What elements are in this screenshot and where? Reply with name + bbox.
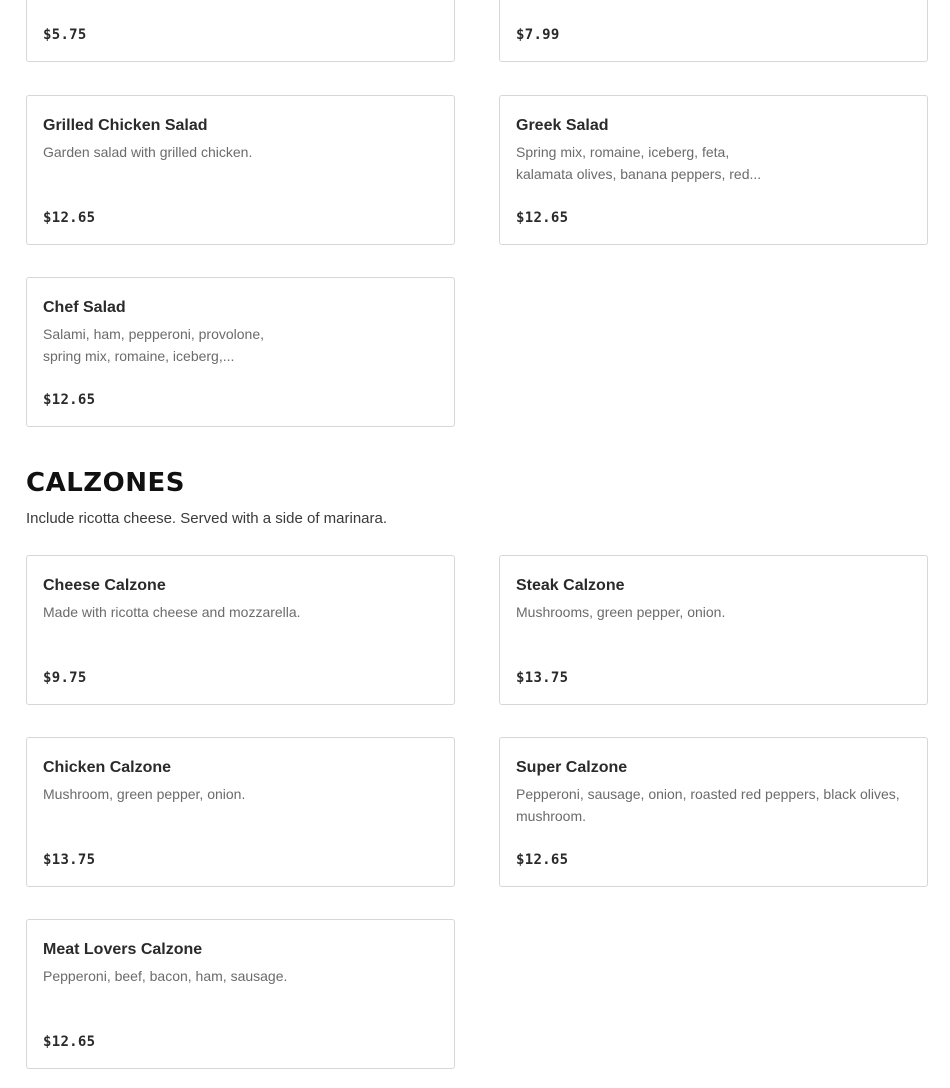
item-description: Spring mix, romaine, iceberg, feta, kalamata olives, banana peppers, red... <box>516 144 762 182</box>
item-name: Cheese Calzone <box>43 577 166 594</box>
item-price: $13.75 <box>516 670 569 686</box>
item-price: $12.65 <box>43 210 96 226</box>
item-name: Steak Calzone <box>516 577 625 594</box>
item-description: Made with ricotta cheese and mozzarella. <box>43 604 301 620</box>
item-price: $12.65 <box>516 210 569 226</box>
item-description: Mushrooms, green pepper, onion. <box>516 604 726 620</box>
item-description: Pepperoni, sausage, onion, roasted red peppers, black olives, mushroom. <box>516 786 900 824</box>
item-price: $12.65 <box>516 852 569 868</box>
menu-item-chef-salad[interactable] <box>26 277 455 427</box>
menu-item-cheese-calzone[interactable] <box>26 555 455 705</box>
item-description: Garden salad with grilled chicken. <box>43 144 253 160</box>
item-price: $7.99 <box>516 27 560 43</box>
item-name: Grilled Chicken Salad <box>43 117 208 134</box>
menu-item-super-calzone[interactable] <box>499 737 928 887</box>
item-price: $9.75 <box>43 670 87 686</box>
menu-item-card[interactable] <box>26 0 455 62</box>
item-price: $12.65 <box>43 392 96 408</box>
menu-item-chicken-calzone[interactable] <box>26 737 455 887</box>
item-name: Chef Salad <box>43 299 126 316</box>
item-description: Salami, ham, pepperoni, provolone, spring mix, romaine, iceberg,... <box>43 326 265 364</box>
menu-item-meat-lovers-calzone[interactable] <box>26 919 455 1069</box>
menu-item-steak-calzone[interactable] <box>499 555 928 705</box>
item-name: Greek Salad <box>516 117 609 134</box>
item-description: Mushroom, green pepper, onion. <box>43 786 246 802</box>
item-price: $12.65 <box>43 1034 96 1050</box>
menu-item-greek-salad[interactable] <box>499 95 928 245</box>
item-name: Super Calzone <box>516 759 628 776</box>
section-description: Include ricotta cheese. Served with a side of marinara. <box>26 510 388 527</box>
item-name: Chicken Calzone <box>43 759 172 776</box>
item-name: Meat Lovers Calzone <box>43 941 203 958</box>
menu-item-card[interactable] <box>499 0 928 62</box>
item-price: $5.75 <box>43 27 87 43</box>
item-price: $13.75 <box>43 852 96 868</box>
section-title-calzones: CALZONES <box>26 468 185 498</box>
menu-item-grilled-chicken-salad[interactable] <box>26 95 455 245</box>
item-description: Pepperoni, beef, bacon, ham, sausage. <box>43 968 288 984</box>
